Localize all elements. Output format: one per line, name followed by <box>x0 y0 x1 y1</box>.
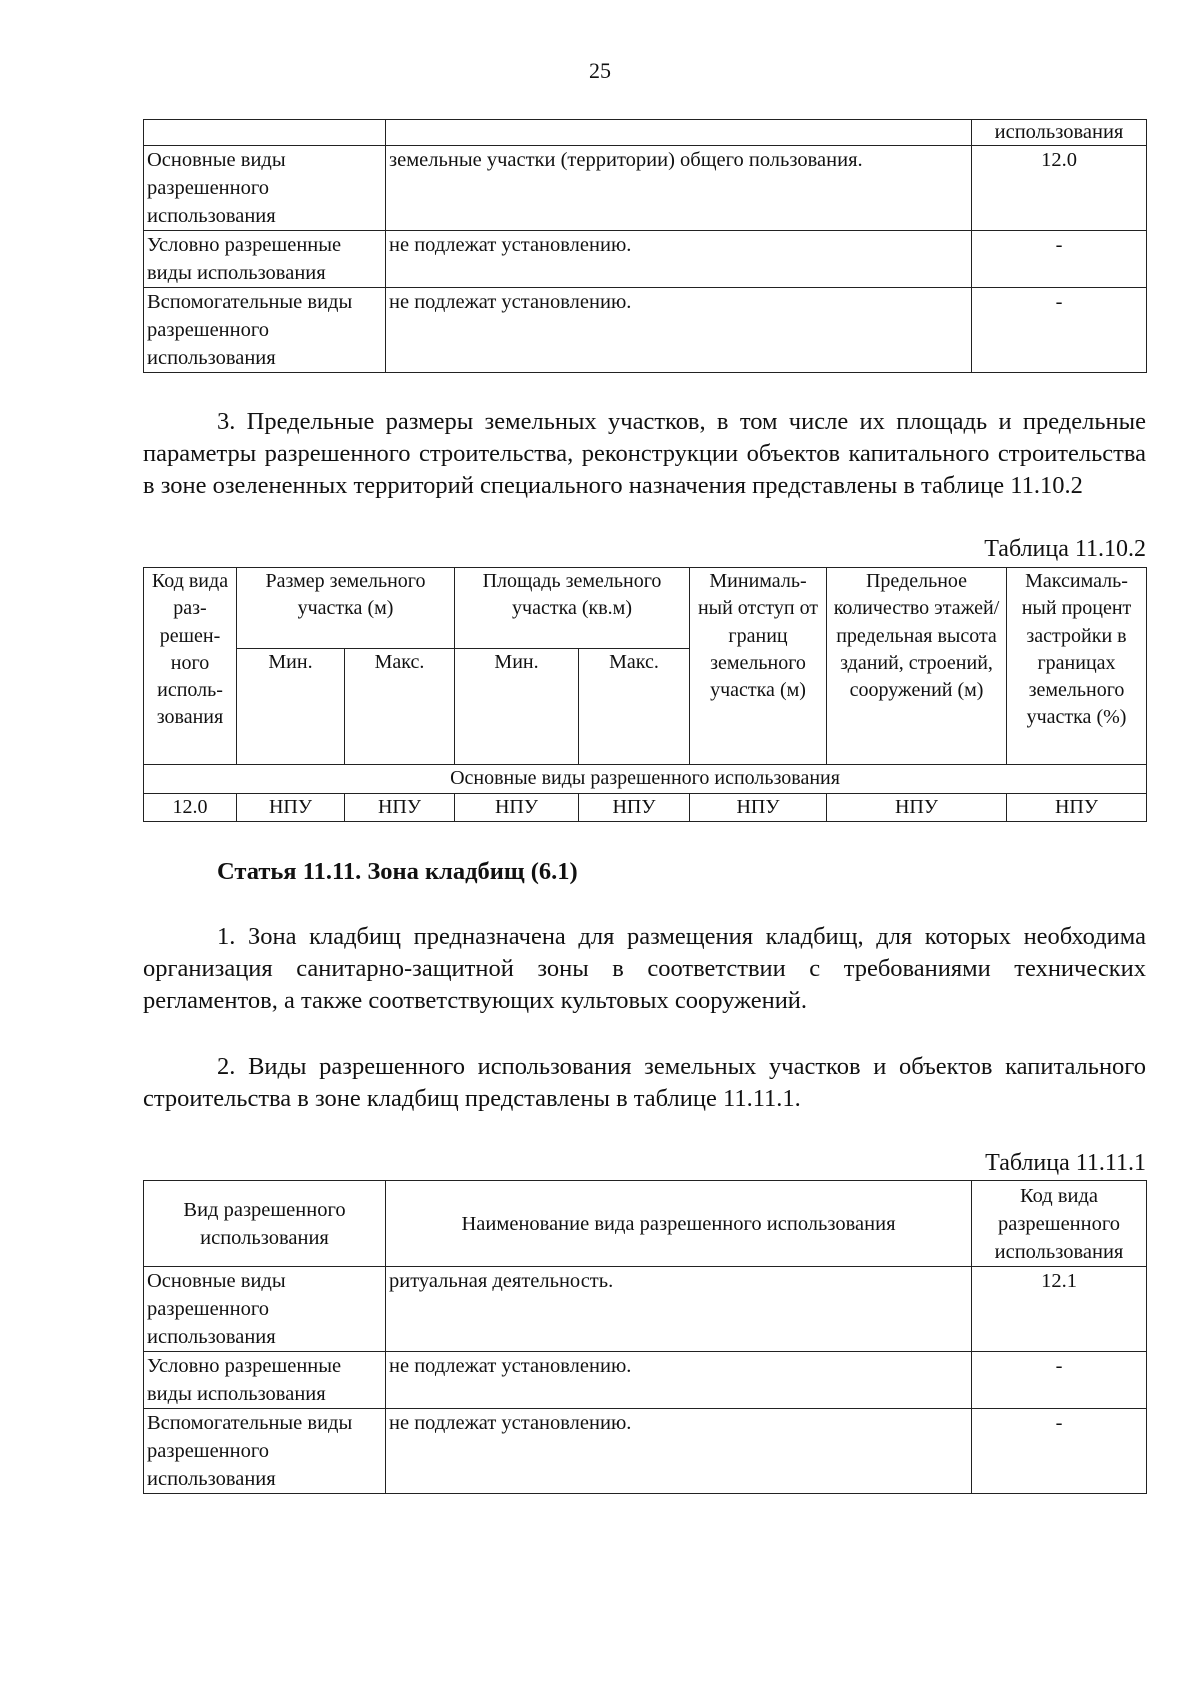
paragraph-3: 3. Предельные размеры земельных участков, в том числе их площадь и предельные параметры разрешенного строительства, реконструкции объектов капитального строительства в зоне озелененных территорий специального назначения представлены в таблице 11.10.2 <box>143 408 1146 499</box>
row-name: земельные участки (территории) общего пользования. <box>386 146 972 231</box>
header-name: Наименование вида разрешенного использования <box>386 1181 972 1267</box>
row-name: не подлежат установлению. <box>386 1352 972 1409</box>
row-name: ритуальная деятельность. <box>386 1267 972 1352</box>
row-category: Вспомогательные виды разрешенного использования <box>144 1409 386 1494</box>
cell-value: НПУ <box>345 794 455 822</box>
header-min: Мин. <box>237 649 345 765</box>
cell-value: НПУ <box>690 794 827 822</box>
header-code: Код вида раз- решен- ного исполь- зования <box>144 568 237 765</box>
table-row <box>144 1267 1147 1352</box>
table-header-cell: использования <box>972 120 1147 146</box>
row-category: Основные виды разрешенного использования <box>144 146 386 231</box>
table-caption: Таблица 11.11.1 <box>985 1150 1146 1176</box>
cell-code: 12.0 <box>144 794 237 822</box>
row-code: 12.0 <box>972 146 1147 231</box>
table-cell <box>144 120 386 146</box>
article-heading: Статья 11.11. Зона кладбищ (6.1) <box>217 858 578 885</box>
row-category: Условно разрешенные виды использования <box>144 231 386 288</box>
table-row <box>144 146 1147 231</box>
header-min-setback: Минималь- ный отступ от границ земельного участка (м) <box>690 568 827 765</box>
header-min: Мин. <box>455 649 579 765</box>
table-row <box>144 1352 1147 1409</box>
cell-value: НПУ <box>455 794 579 822</box>
row-code: 12.1 <box>972 1267 1147 1352</box>
row-category: Основные виды разрешенного использования <box>144 1267 386 1352</box>
cell-value: НПУ <box>237 794 345 822</box>
row-category: Условно разрешенные виды использования <box>144 1352 386 1409</box>
cell-value: НПУ <box>1007 794 1147 822</box>
usage-table <box>143 1180 1147 1494</box>
header-code: Код вида разрешенного использования <box>972 1181 1147 1267</box>
row-name: не подлежат установлению. <box>386 288 972 373</box>
row-code: - <box>972 1409 1147 1494</box>
paragraph-2: 2. Виды разрешенного использования земельных участков и объектов капитального строительства в зоне кладбищ представлены в таблице 11.11.1. <box>143 1053 1146 1112</box>
cell-value: НПУ <box>579 794 690 822</box>
section-label: Основные виды разрешенного использования <box>144 765 1147 794</box>
cell-value: НПУ <box>827 794 1007 822</box>
table-cell <box>386 120 972 146</box>
page-number: 25 <box>589 58 611 83</box>
header-max: Макс. <box>345 649 455 765</box>
header-plot-size: Размер земельного участка (м) <box>237 568 455 649</box>
paragraph-1: 1. Зона кладбищ предназначена для размещения кладбищ, для которых необходима организация санитарно-защитной зоны в соответствии с требованиями технических регламентов, а также соответствующих культовых сооружений. <box>143 923 1146 1014</box>
row-code: - <box>972 288 1147 373</box>
table-row <box>144 288 1147 373</box>
row-code: - <box>972 231 1147 288</box>
table-row <box>144 794 1147 822</box>
header-plot-area: Площадь земельного участка (кв.м) <box>455 568 690 649</box>
header-max-coverage: Максималь- ный процент застройки в границах земельного участка (%) <box>1007 568 1147 765</box>
table-caption: Таблица 11.10.2 <box>984 536 1146 562</box>
table-continued <box>143 119 1147 373</box>
row-code: - <box>972 1352 1147 1409</box>
row-name: не подлежат установлению. <box>386 231 972 288</box>
row-category: Вспомогательные виды разрешенного использования <box>144 288 386 373</box>
table-row <box>144 231 1147 288</box>
row-name: не подлежат установлению. <box>386 1409 972 1494</box>
table-row <box>144 1409 1147 1494</box>
limits-table <box>143 567 1147 822</box>
header-max-floors: Предельное количество этажей/ предельная высота зданий, строений, сооружений (м) <box>827 568 1007 765</box>
header-category: Вид разрешенного использования <box>144 1181 386 1267</box>
header-max: Макс. <box>579 649 690 765</box>
